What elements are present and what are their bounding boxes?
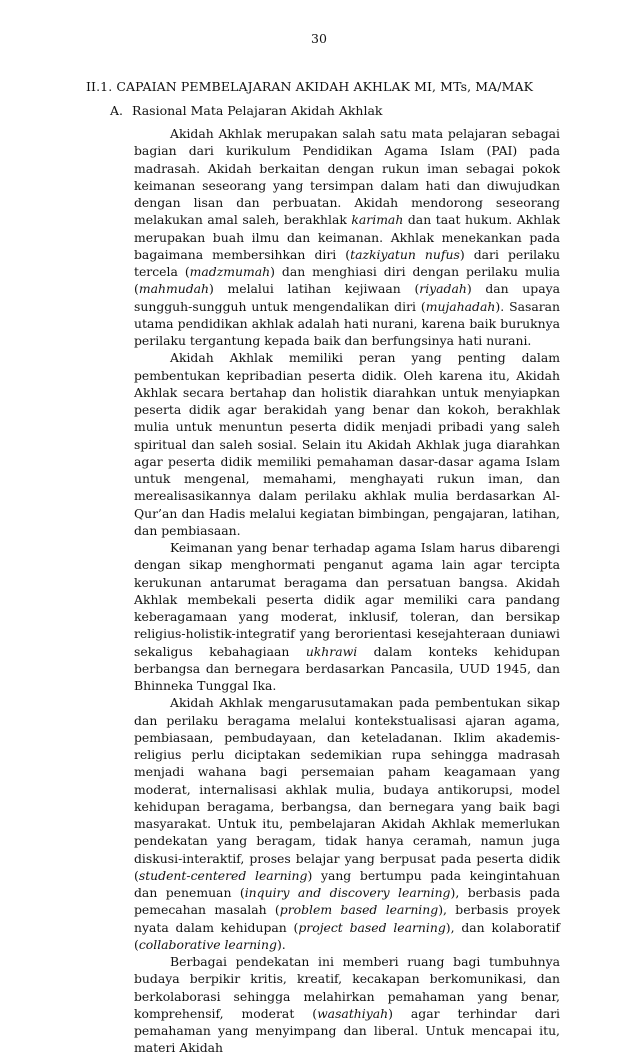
italic-term: inquiry and discovery learning (244, 885, 451, 900)
italic-term: student-centered learning (138, 867, 308, 883)
italic-term: karimah (351, 212, 404, 228)
text-run: ), berbasis proyek nyata dalam kehidupan ( (134, 902, 561, 935)
italic-term: tazkiyatun nufus (350, 246, 460, 262)
text-run: ), dan kolaboratif ( (134, 919, 560, 952)
subsection-title: Rasional Mata Pelajaran Akidah Akhlak (132, 103, 383, 118)
italic-term: ukhrawi (305, 643, 358, 659)
text-run: ). (276, 936, 286, 952)
italic-term: mujahadah (425, 298, 496, 314)
text-run: Berbagai pendekatan ini memberi ruang bagi tumbuhnya budaya berpikir kritis, kreatif, kecakapan berkomunikasi, dan berkolaborasi sehingga melahirkan pemahaman yang benar, komprehensif, moderat ( (134, 954, 560, 1021)
text-run: ) melalui latihan kejiwaan ( (209, 281, 420, 297)
paragraph (134, 349, 560, 539)
text-run: ) dari perilaku tercela ( (134, 246, 560, 279)
italic-term: project based learning (298, 919, 446, 935)
paragraph (134, 539, 560, 694)
text-run: ) dan upaya sungguh-sungguh untuk mengendalikan diri ( (134, 281, 560, 314)
subsection-heading (110, 103, 383, 118)
paragraph (134, 953, 560, 1057)
text-run: dalam konteks kehidupan berbangsa dan bernegara berdasarkan Pancasila, UUD 1945, dan Bhinneka Tunggal Ika. (134, 643, 560, 693)
italic-term: problem based learning (279, 902, 439, 918)
section-heading: II.1. CAPAIAN PEMBELAJARAN AKIDAH AKHLAK MI, MTs, MA/MAK (86, 79, 534, 94)
text-run: ), berbasis pada pemecahan masalah ( (134, 885, 560, 918)
italic-term: mahmudah (138, 281, 209, 297)
text-run: ) yang bertumpu pada keingintahuan dan penemuan ( (134, 867, 561, 900)
text-run: ). Sasaran utama pendidikan akhlak adalah hati nurani, karena baik buruknya perilaku tergantung kepada baik dan berfungsinya hati nurani. (134, 298, 560, 348)
page-number: 30 (311, 31, 327, 46)
text-run: Keimanan yang benar terhadap agama Islam harus dibarengi dengan sikap menghormati penganut agama lain agar tercipta kerukunan antarumat beragama dan persatuan bangsa. Akidah Akhlak membekali peserta didik agar memiliki cara pandang keberagamaan yang moderat, inklusif, toleran, dan bersikap religius-holistik-integratif yang berorientasi kesejahteraan duniawi sekaligus kebahagiaan (134, 540, 560, 659)
text-run: Akidah Akhlak memiliki peran yang penting dalam pembentukan kepribadian peserta didik. Oleh karena itu, Akidah Akhlak secara bertahap dan holistik diarahkan untuk menyiapkan peserta didik agar berakidah yang benar dan kokoh, berakhlak mulia untuk menuntun peserta didik menjadi pribadi yang saleh spiritual dan saleh sosial. Selain itu Akidah Akhlak juga diarahkan agar peserta didik memiliki pemahaman dasar-dasar agama Islam untuk mengenal, memahami, menghayati rukun iman, dan merealisasikannya dalam perilaku akhlak mulia berdasarkan Al-Qur’an dan Hadis melalui kegiatan bimbingan, pengajaran, latihan, dan pembiasaan. (134, 350, 560, 538)
paragraph (134, 694, 560, 953)
text-run: dan taat hukum. Akhlak merupakan buah ilmu dan keimanan. Akhlak menekankan pada bagaimana membersihkan diri ( (134, 212, 561, 262)
italic-term: riyadah (419, 281, 467, 297)
text-run: Akidah Akhlak merupakan salah satu mata pelajaran sebagai bagian dari kurikulum Pendidikan Agama Islam (PAI) pada madrasah. Akidah berkaitan dengan rukun iman sebagai pokok keimanan seseorang yang tersimpan dalam hati dan diwujudkan dengan lisan dan perbuatan. Akidah mendorong seseorang melakukan amal saleh, berakhlak (134, 126, 560, 228)
subsection-letter: A. (110, 103, 124, 118)
paragraph (134, 125, 560, 349)
italic-term: madzmumah (189, 264, 271, 279)
text-run: ) agar terhindar dari pemahaman yang menyimpang dan liberal. Untuk mencapai itu, materi Akidah (134, 1005, 560, 1056)
text-run: Akidah Akhlak mengarusutamakan pada pembentukan sikap dan perilaku beragama melalui kontekstualisasi ajaran agama, pembiasaan, pembudayaan, dan keteladanan. Iklim akademis-religius perlu diciptakan sedemikian rupa sehingga madrasah menjadi wahana bagi persemaian paham keagamaan yang moderat, internalisasi akhlak mulia, budaya antikorupsi, model kehidupan beragama, berbangsa, dan bernegara yang baik bagi masyarakat. Untuk itu, pembelajaran Akidah Akhlak memerlukan pendekatan yang beragam, tidak hanya ceramah, namun juga diskusi-interaktif, proses belajar yang berpusat pada peserta didik ( (134, 695, 560, 883)
body-text (134, 125, 560, 1057)
italic-term: wasathiyah (317, 1005, 389, 1021)
italic-term: collaborative learning (138, 936, 277, 952)
text-run: ) dan menghiasi diri dengan perilaku mulia ( (134, 264, 560, 297)
